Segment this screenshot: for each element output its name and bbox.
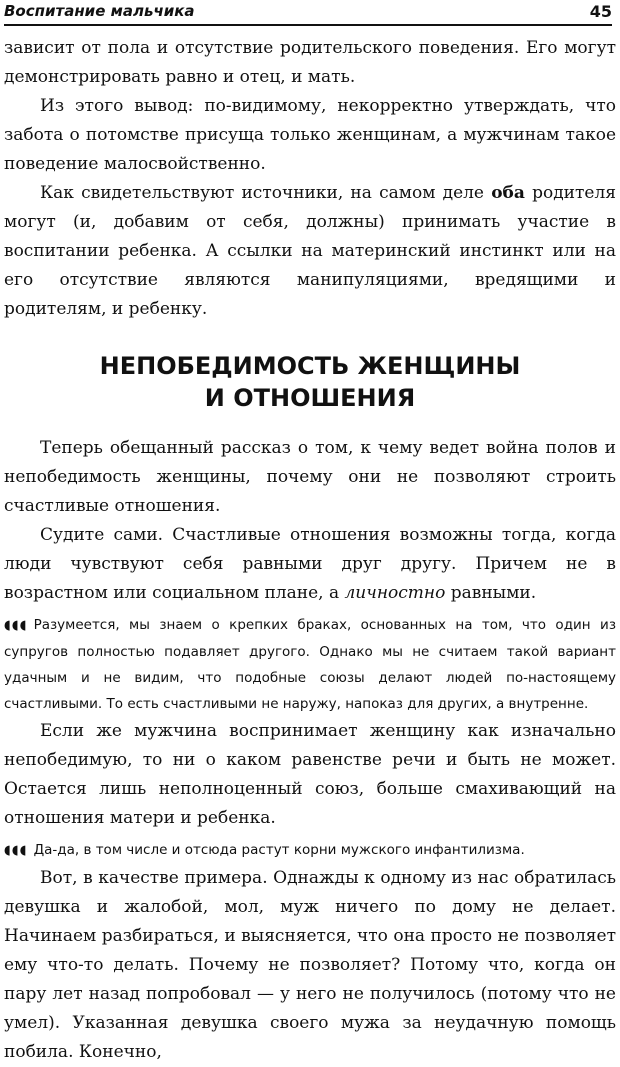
speech-heads-icon: ◖◖◖ bbox=[4, 618, 28, 633]
paragraph-3-text-a: Как свидетельствуют источники, на самом деле bbox=[40, 183, 492, 203]
paragraph-4: Теперь обещанный рассказ о том, к чему ведет война полов и непобедимость женщины, почему они не позволяют строить счастливые отношения. bbox=[4, 438, 616, 516]
paragraph-7: Вот, в качестве примера. Однажды к одному из нас обратилась девушка и жалобой, мол, муж ничего по дому не делает. Начинаем разбираться, и выясняется, что она просто не позволяет ему что-то делать. Почему не позволяет? Потому что, когда он пару лет назад попробовал — у него не получилось (потому что не умел). Указанная девушка своего мужа за неудачную помощь побила. Конечно, bbox=[4, 868, 616, 1062]
paragraph-3-bold: оба bbox=[491, 183, 525, 203]
author-note-2 bbox=[4, 837, 616, 864]
paragraph-6: Если же мужчина воспринимает женщину как изначально непобедимую, то ни о каком равенстве речи и быть не может. Остается лишь неполноценный союз, больше смахивающий на отношения матери и ребенка. bbox=[4, 721, 616, 828]
section-heading-line-1: НЕПОБЕДИМОСТЬ ЖЕНЩИНЫ bbox=[99, 352, 521, 380]
paragraph-5-italic: личностно bbox=[344, 583, 446, 603]
header-rule bbox=[4, 24, 612, 26]
running-title: Воспитание мальчика bbox=[4, 2, 195, 20]
section-heading bbox=[4, 350, 616, 414]
page-number: 45 bbox=[589, 2, 612, 21]
page-content bbox=[4, 34, 616, 1067]
paragraph-5 bbox=[4, 521, 616, 608]
paragraph-2: Из этого вывод: по-видимому, некорректно утверждать, что забота о потомстве присуща только женщинам, а мужчинам такое поведение малосвойственно. bbox=[4, 96, 616, 174]
page-header bbox=[4, 0, 612, 26]
author-note-1 bbox=[4, 612, 616, 717]
paragraph-5-text-a: Судите сами. Счастливые отношения возможны тогда, когда люди чувствуют себя равными друг другу. Причем не в возрастном или социальном плане, а bbox=[4, 525, 616, 603]
paragraph-3-text-b: родителя могут (и, добавим от себя, должны) принимать участие в воспитании ребенка. А ссылки на материнский инстинкт или на его отсутствие являются манипуляциями, вредящими и родителям, и ребенку. bbox=[4, 183, 616, 319]
section-heading-line-2: И ОТНОШЕНИЯ bbox=[204, 384, 416, 412]
author-note-1-text: Разумеется, мы знаем о крепких браках, основанных на том, что один из супругов полностью подавляет другого. Однако мы не считаем такой вариант удачным и не видим, что подобные союзы делают людей по-настоящему счастливыми. То есть счастливыми не наружу, напоказ для других, а внутренне. bbox=[4, 617, 616, 712]
paragraph-1: зависит от пола и отсутствие родительского поведения. Его могут демонстрировать равно и отец, и мать. bbox=[4, 38, 616, 87]
speech-heads-icon: ◖◖◖ bbox=[4, 843, 28, 858]
paragraph-3 bbox=[4, 179, 616, 324]
author-note-2-text: Да-да, в том числе и отсюда растут корни мужского инфантилизма. bbox=[33, 842, 525, 858]
paragraph-5-text-b: равными. bbox=[445, 583, 537, 603]
